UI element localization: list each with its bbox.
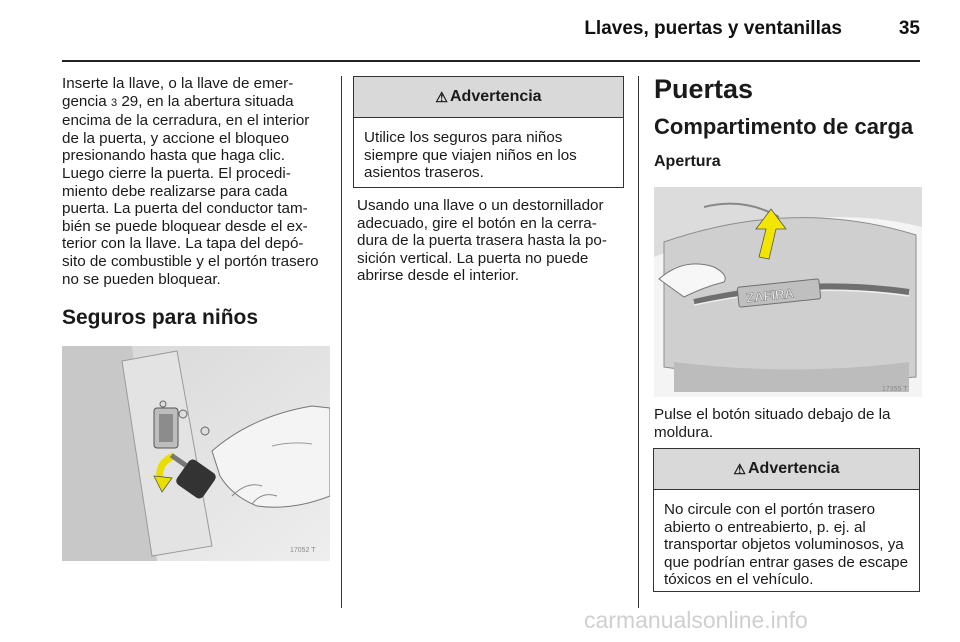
watermark: carmanualsonline.info xyxy=(584,607,808,633)
section-heading-doors: Puertas xyxy=(654,74,754,104)
minor-heading-opening: Apertura xyxy=(654,153,721,170)
column-divider-left xyxy=(341,76,342,608)
warning-title: Advertencia xyxy=(747,460,840,477)
lock-instructions-paragraph xyxy=(62,75,330,288)
paragraph-text-end: 29, en la abertura situada encima de la cerradura, en el interior de la puerta, y accione el bloqueo presionando hasta que haga clic. Luego cierre la puerta. El procedi‑ miento debe realizarse para cada puerta. La puerta del conductor tam‑ bién se puede bloquear desde el ex‑ terior con la llave. La tapa del depó‑ sito de combustible y el portón trasero no se pueden bloquear. xyxy=(62,92,319,288)
warning-title: Advertencia xyxy=(449,88,542,105)
running-header-title: Llaves, puertas y ventanillas xyxy=(584,18,842,39)
column-left xyxy=(62,75,330,330)
warning-box-tailgate xyxy=(653,448,920,592)
paragraph-text-start: Inserte la llave, o la llave de emer‑ gencia xyxy=(62,75,294,110)
child-lock-instructions-paragraph: Usando una llave o un destornillador adecuado, gire el botón en la cerra‑ dura de la puerta trasera hasta la po‑ sición vertical. La puerta no puede abrirse desde el interior. xyxy=(357,197,607,285)
warning-triangle-icon: ⚠ xyxy=(435,88,448,105)
plate-text: ZAFIRA xyxy=(745,285,795,306)
figure-id-17052: 17052 T xyxy=(290,547,316,554)
column-right xyxy=(654,74,924,171)
section-heading-child-locks: Seguros para niños xyxy=(62,306,259,330)
figure-id-17355: 17355 T xyxy=(882,386,908,393)
warning-header xyxy=(654,449,919,490)
warning-text: No circule con el portón trasero abierto o entreabierto, p. ej. al transportar objetos voluminosos, ya que podrían entrar gases de escape tóxicos en el vehículo. xyxy=(664,501,909,589)
column-middle xyxy=(357,197,625,285)
warning-triangle-icon: ⚠ xyxy=(733,460,746,477)
header-rule xyxy=(62,60,920,62)
column-divider-right xyxy=(638,76,639,608)
warning-text: Utilice los seguros para niños siempre que viajen niños en los asientos traseros. xyxy=(364,129,577,182)
reference-arrow-icon: 3 xyxy=(111,96,118,109)
tailgate-drawing xyxy=(654,187,922,397)
tailgate-illustration xyxy=(654,187,922,397)
child-lock-drawing xyxy=(62,346,330,561)
warning-box-child-locks xyxy=(353,76,624,188)
subsection-heading-load-compartment: Compartimento de carga xyxy=(654,114,914,139)
page-number: 35 xyxy=(898,18,920,39)
warning-header xyxy=(354,77,623,118)
tailgate-paragraph-container xyxy=(654,406,922,441)
child-lock-illustration xyxy=(62,346,330,561)
tailgate-paragraph: Pulse el botón situado debajo de la moldura. xyxy=(654,406,891,441)
